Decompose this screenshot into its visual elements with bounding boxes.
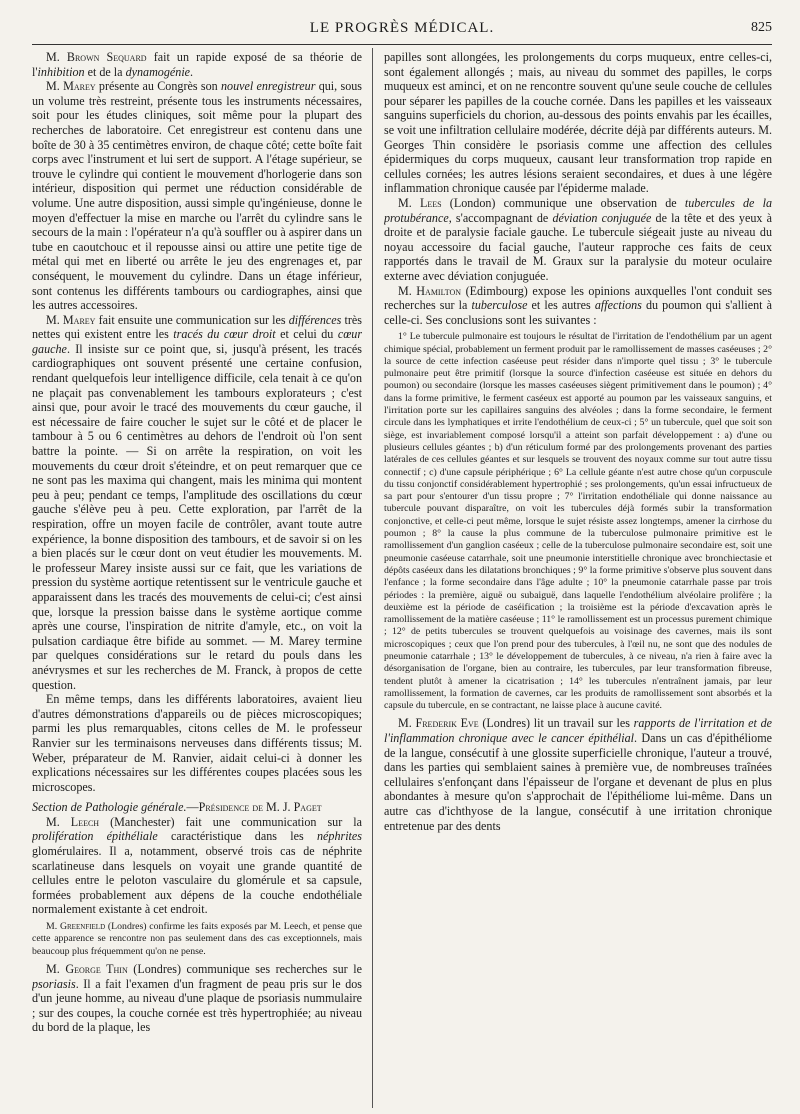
text-run: et celui du: [275, 327, 338, 342]
text-run: , s'accompagnant de: [448, 210, 553, 225]
text-run: fait ensuite une communication sur les: [95, 312, 289, 327]
text-run: glomérulaires. Il a, notamment, observé trois cas de néphrite scarlatineuse dans lesquels on voyait une grande quantité de cellules entre le peloton vasculaire du glomérule et sa capsule, formées probablement aux dépens de la couche endothéliale normalement existante à cet endroit.: [32, 844, 362, 917]
text-run: (Edimbourg) expose les opinions auxquelles l'ont conduit ses recherches sur la: [384, 283, 772, 313]
italic-term: déviation conjuguée: [552, 210, 652, 225]
page-number: 825: [751, 20, 772, 35]
italic-term: inhibition: [37, 64, 85, 79]
text-run: . Dans un cas d'épithéliome de la langue, consécutif à une glossite superficielle chronique, l'auteur a trouvé, dans les parties qui semblaient saines à première vue, de nombreuses traînées cellulaires s'enfonçant dans l'épaisseur de l'organe et devenant de plus en plus abondantes à mesure qu'on s'approchait de l'épithéliome lui-même. Dans un autre cas d'ichthyose de la langue, consécutif à une irritation chronique entretenue par des dents: [384, 731, 772, 833]
left-column: [32, 50, 362, 1108]
author-name: M. Marey: [46, 312, 96, 327]
text-run: . Il a fait l'examen d'un fragment de peau pris sur le dos d'un jeune homme, au niveau d'une plaque de psoriasis nummulaire ; sur des coupes, la couche cornée est très hypertrophiée; au niveau du bord de la plaque, les: [32, 976, 362, 1035]
paragraph-brown-sequard: [32, 50, 362, 79]
paragraph-marey-traces: [32, 313, 362, 692]
paragraph-lees: [384, 196, 772, 284]
author-name: M. Leech: [46, 814, 100, 829]
header-rule: [32, 44, 772, 45]
italic-term: prolifération épithéliale: [32, 829, 158, 844]
paragraph-leech: [32, 815, 362, 917]
text-run: du poumon qui s'allient à celle-ci. Ses conclusions sont les suivantes :: [384, 298, 772, 327]
right-column: [384, 50, 772, 1108]
text-run: (Londres) lit un travail sur les: [478, 716, 634, 731]
italic-term: tracés du cœur droit: [173, 327, 276, 342]
italic-term: tuberculose: [471, 298, 528, 313]
author-name: M. Marey: [46, 79, 96, 94]
paragraph-greenfield: [32, 921, 362, 958]
hamilton-conclusions-list: 1° Le tubercule pulmonaire est toujours le résultat de l'irritation de l'endothélium par un agent chimique spécial, probablement un ferment produit par le ramollissement de masses caséeuses ; 2° la source de cette infection caséeuse peut résider dans n'importe quel tissu ; 3° le tubercule pulmonaire peut être primitif (lorsque la source d'infection caséeuse est située en dehors du poumon) ou secondaire (lorsque les masses caséeuses siègent primitivement dans le poumon) ; 4° dans la forme primitive, le ferment caséeux est apporté au poumon par les vaisseaux sanguins, et l'irritation porte sur les capillaires sanguins des alvéoles ; dans la forme secondaire, le ferment circule dans les lymphatiques et irrite l'endothélium de ceux-ci ; 5° un tubercule, quel que soit son siège, est invariablement composé lorsqu'il a atteint son parfait développement : a) d'une ou plusieurs cellules géantes ; b) d'un réticulum formé par des prolongements provenant des parties latérales de ces cellules géantes et sur lesquels se trouvent des noyaux comme sur tout autre tissu connectif ; c) d'une capsule périphérique ; 6° La cellule géante n'est autre chose qu'un corpuscule du tissu conjonctif considérablement hypertrophié ; ses prolongements, qu'un essai infructueux de sa part pour s'entourer d'un tissu propre ; 7° l'irritation endothéliale qui donne naissance au tubercule pouvant disparaître, on voit les tubercules déjà formés subir la transformation conjonctive, et celle-ci peut même, lorsque le sujet résiste assez longtemps, amener la cirrhose du poumon ; 8° la cause la plus commune de la tuberculose pulmonaire primitive est le ramollissement d'un ganglion caséeux ; celle de la tuberculose pulmonaire secondaire est, soit une pneumonie caséeuse catarrhale, soit une pneumonie interstitielle chronique avec bronchiectasie et dépôts caséeux dans les dilatations bronchiques ; 9° la forme primitive s'observe plus souvent dans l'enfance ; la forme secondaire dans l'âge adulte ; 10° la pneumonie catarrhale passe par trois périodes : la première, aiguë ou subaiguë, dans laquelle l'endothélium alvéolaire prolifère ; la deuxième est la période de caséification ; la troisième est la période d'excavation après le ramollissement de la matière caséeuse ; 11° le ramollissement est un processus purement chimique ; 12° de petits tubercules se trouvent quelquefois au voisinage des cavernes, mais ils sont microscopiques ; ceux que l'on prend pour des tubercules, à l'œil nu, ne sont que des nodules de pneumonie catarrhale ; 13° le développement de tubercules, à ce niveau, n'a rien à faire avec la désorganisation de l'organe, bien au contraire, les tubercules, par leur transformation fibreuse, tendent plutôt à amener la cicatrisation ; 14° les tubercules n'entraînent jamais, par leur ramollissement, la formation de cavernes, car les produits de ramollissement sont absorbés et la capsule du tubercule, en se contractant, ne laisse place à aucune cavité.: [384, 331, 772, 712]
text-run: et de la: [84, 64, 126, 79]
section-title: Section de Pathologie générale.: [32, 800, 187, 815]
author-name: M. Lees: [398, 195, 442, 210]
paragraph-hamilton: [384, 284, 772, 328]
italic-term: psoriasis: [32, 976, 76, 991]
text-run: .: [190, 64, 194, 79]
italic-term: dynamogénie: [125, 64, 191, 79]
paragraph-marey-enregistreur: [32, 79, 362, 313]
text-run: (Manchester) fait une communication sur la: [99, 814, 362, 829]
italic-term: nouvel enregistreur: [220, 79, 316, 94]
italic-term: différences: [288, 312, 342, 327]
paragraph-laboratoires: En même temps, dans les différents laboratoires, avaient lieu d'autres démonstrations d'appareils ou de pièces microscopiques; parmi les plus remarquables, citons celles de M. le professeur Ranvier sur les terminaisons nerveuses dans différents tissus; M. Weber, préparateur de M. Ranvier, aidait celui-ci à donner les explications nécessaires sur les différentes coupes placées sous les microscopes.: [32, 692, 362, 794]
text-run: (Londres) communique ses recherches sur le: [127, 961, 362, 976]
italic-term: affections: [594, 298, 642, 313]
italic-term: rapports de l'irritation et de l'inflammation chronique avec le cancer épithélial: [384, 716, 772, 746]
text-run: et les autres: [527, 298, 595, 313]
author-name: M. George Thin: [46, 961, 128, 976]
text-run: (London) communique une observation de: [441, 195, 685, 210]
author-name: M. Hamilton: [398, 283, 462, 298]
text-run: qui, sous un volume très restreint, présente tous les instruments nécessaires, soit pour les études cliniques, soit même pour la plupart des recherches de laboratoire. Cet enregistreur est contenu dans une boîte de 30 à 35 centimètres environ, de chaque côté; cette boîte fait corps avec l'instrument et lui sert de support. A l'étage supérieur, se trouve le cylindre qui contient le mouvement d'horlogerie dans son intérieur, disposition qui permet une réduction considérable de volume. Une autre disposition, aussi simple qu'ingénieuse, donne le moyen d'effectuer la mise en marche ou l'arrêt du cylindre sans le secours de la main : l'opérateur n'a qu'à souffler ou à aspirer dans un tube en caoutchouc et il repousse ainsi ou attire une petite tige de métal qui met en liberté ou arrête le jeu des engrenages et, par conséquent, le mouvement du cylindre. Dans un étage inférieur, sont contenus les différents tambours ou cardiographes, ainsi que les autres accessoires.: [32, 79, 362, 313]
column-divider: [372, 48, 373, 1108]
text-run: très nettes qui existent entre les: [32, 312, 362, 342]
italic-term: néphrites: [316, 829, 362, 844]
italic-term: tubercules de la protubérance: [384, 195, 772, 225]
journal-title: LE PROGRÈS MÉDICAL.: [309, 20, 495, 36]
page-header: [32, 20, 772, 42]
paragraph-thin-continued: papilles sont allongées, les prolongements du corps muqueux, entre celles-ci, sont également allongés ; mais, au niveau du sommet des papilles, le corps muqueux est aminci, et on ne rencontre souvent qu'une seule couche de cellules pour séparer les papilles de la couche cornée. Dans les papilles et les vaisseaux sanguins superficiels du chorion, au-dessous des points envahis par les écailles, se voit une infiltration cellulaire modérée, décrite déjà par différents auteurs. M. Georges Thin considère le psoriasis comme une affection des cellules épidermiques du corps muqueux, causant leur transformation trop rapide en cellules cornées; les autres lésions seraient secondaires, et dues à une légère inflammation chronique causée par l'épiderme malade.: [384, 50, 772, 196]
paragraph-eve: [384, 716, 772, 833]
author-name: M. Frederik Eve: [398, 716, 479, 731]
text-run: (Londres) confirme les faits exposés par M. Leech, et pense que cette apparence se rencontre non pas seulement dans des cas exceptionnels, mais beaucoup plus fréquemment qu'on ne pense.: [32, 921, 362, 957]
text-run: . Il insiste sur ce point que, si, jusqu'à présent, les tracés cardiographiques ont souvent présenté une certaine confusion, rendant quelquefois leur intelligence difficile, cela tenait à ce qu'on ne plaçait pas convenablement les tambours explorateurs ; c'est ainsi que, pour avoir le tracé des mouvements du cœur gauche, il est nécessaire de faire coucher le sujet sur le côté et de placer le tambour à 5 ou 6 centimètres au dehors de l'endroit où l'on sent battre la pointe. — Si on arrête la respiration, on voit les mouvements du cœur droit s'éteindre, et on peut remarquer que ce ne sont pas les maxima qui changent, mais les minima qui montent peu à peu; pendant ce temps, l'amplitude des oscillations du cœur gauche s'élève peu à peu. Cette exploration, par l'arrêt de la respiration, offre un moyen facile de contrôler, avant toute autre expérience, la bonne disposition des tambours, et de savoir si on les a bien placés sur le cœur dont on veut étudier les mouvements. M. le professeur Marey insiste aussi sur ce fait, que les variations de pression du système aortique retentissent sur le ventricule gauche et apparaissent dans les tracés des mouvements de celui-ci; c'est ainsi que, lorsque la pression baisse dans le système aortique comme après une course, l'inspiration de nitrite d'amyle, etc., on voit la pulsation cardiaque être bifide au sommet. — M. Marey termine par quelques considérations sur le retard du pouls dans les anévrysmes et sur les recherches de M. Franck, à propos de cette question.: [32, 341, 362, 692]
italic-term: cœur gauche: [32, 327, 362, 356]
author-name: M. Greenfield: [46, 921, 106, 933]
text-run: présente au Congrès son: [95, 79, 221, 94]
section-heading: [32, 800, 362, 815]
text-run: fait un rapide exposé de sa théorie de l': [32, 50, 362, 79]
author-name: M. Brown Sequard: [46, 50, 147, 64]
text-run: de la tête et des yeux à droite et de paralysie faciale gauche. Le tubercule siégeait juste au niveau du noyau accessoire du facial gauche, l'auteur rapproche ces faits de ceux rapportés dans le travail de M. Graux sur la paralysie du moteur oculaire externe avec déviation conjuguée.: [384, 210, 772, 283]
paragraph-thin: [32, 962, 362, 1035]
text-run: caractéristique dans les: [157, 829, 317, 844]
section-president: —Présidence de M. J. Paget: [186, 800, 322, 815]
